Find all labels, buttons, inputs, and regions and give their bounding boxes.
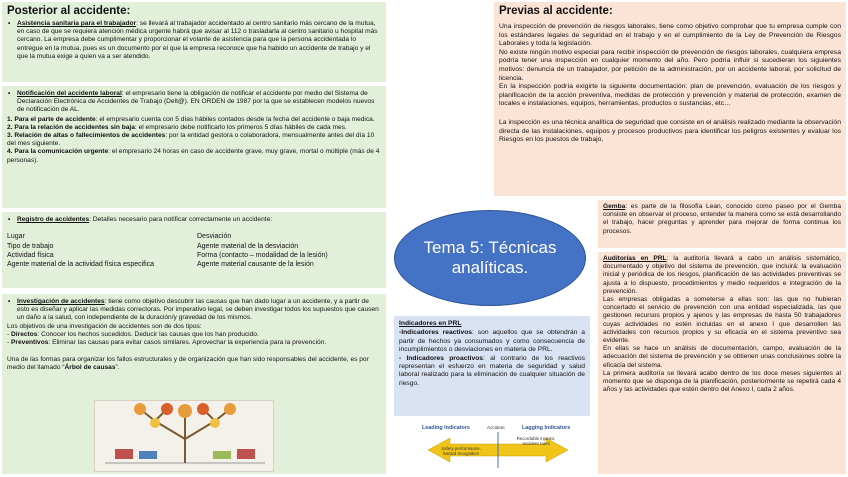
gemba-box (598, 200, 846, 248)
gemba-paragraph (603, 203, 841, 236)
asistencia-item (7, 20, 381, 61)
step-label: Para la relación de accidentes sin baja (14, 123, 135, 131)
step-num: 2. (7, 123, 15, 131)
notificacion-text: : el empresario tiene la obligación de notificar el accidente por medio del Sistema de Declaración Electrónica de Accidentes de Trabajo (Delt@). EN ORDEN de 1987 por la que se establecen modelos nuevos de notificación de AL. (17, 90, 375, 114)
registro-list (7, 216, 381, 224)
reactivos-text: : son aquellos que se obtendrán a partir de hechos ya consumados y como consecuencia de incumplimientos o desviaciones en materia de PRL. (399, 329, 585, 354)
arbol-paragraph (7, 356, 381, 372)
registro-box (2, 212, 386, 288)
gemba-label: Gemba (603, 203, 626, 210)
step-num: 1. (7, 115, 15, 123)
investigacion-list (7, 298, 381, 323)
step-label: Para el parte de accidente (14, 115, 96, 123)
asistencia-label: Asistencia sanitaria para el trabajador (17, 20, 137, 27)
previas-p3: En la inspección podría exigirte la siguiente documentación: plan de prevención, evaluación de los riesgos y planificación de la acción preventiva, medidas de protección y prevención y material de protección, examen de locales e instalaciones, equipos, herramientas, productos o sustancias, etc… (499, 83, 841, 108)
registro-cell: Forma (contacto – modalidad de la lesión) (197, 252, 328, 260)
arbol-label: Árbol de causas (64, 364, 116, 372)
indicadores-body (399, 320, 585, 388)
investigacion-box (2, 294, 386, 474)
asistencia-text: : se llevará al trabajador accidentado al centro sanitario más cercano de la mutua, en caso de que se requiera atención médica urgente habrá que avisar al 112 o trasladarla al centro sanitario u hospital más cercano. La empresa debe cumplimentar y proporcionar el volante de asistencia para que la persona accidentada lo entregue en la mutua, pues es un documento por el que la empresa reconoce que ha habido un accidente de trabajo y el que la mutua exige a quien va a ser atendido. (17, 20, 378, 60)
registro-col-2 (197, 232, 381, 270)
indicadores-title: Indicadores en PRL (399, 320, 462, 327)
investigacion-text: : tiene como objetivo descubrir las causas que han dado lugar a un accidente, y a partir de esto es diseñar y aplicar las medidas correctoras. Por imperativo legal, se deben investigar todos los supuestos que causen un daño a la salud, con independiente de la duración/y gravedad de los mismos. (17, 298, 379, 322)
auditorias-p1 (603, 255, 841, 296)
investigacion-item (7, 298, 381, 323)
registro-cell: Tipo de trabajo (7, 242, 54, 250)
lagging-label: Lagging Indicators (522, 425, 571, 431)
preventivos-label: Preventivos (11, 339, 49, 347)
previas-title: Previas al accidente: (499, 5, 613, 17)
notificacion-item (7, 90, 381, 115)
reactivos-item (399, 329, 585, 354)
reactivos-label: -Indicadores reactivos (399, 329, 473, 337)
registro-cell: Actividad física (7, 252, 54, 260)
registro-text: : Detalles necesario para notificar correctamente un accidente: (89, 216, 273, 223)
indicators-image (410, 424, 586, 474)
leading-label: Leading Indicators (422, 425, 470, 431)
auditorias-box (598, 252, 846, 474)
notificacion-list (7, 90, 381, 115)
auditorias-p1-text: : la auditoría llevará a cabo un análisis sistemático, documentado y objetivo del sistema de prevención, que incluirá: la evaluación inicial y periódica de los riesgos, planificación de las actividades preventivas se ajusta a lo dispuesto, procedimientos y medio requeridos e integración de la prevención. (603, 255, 841, 295)
registro-cell: Desviación (197, 233, 232, 241)
directos-label: Directos (11, 330, 38, 338)
lagging-sub: Recordable injuries, accident rates (516, 436, 556, 446)
arbol-end: ”. (115, 364, 120, 372)
investigacion-label: Investigación de accidentes (17, 298, 105, 305)
leading-lagging-arrow-icon (410, 424, 586, 474)
registro-label: Registro de accidentes (17, 216, 90, 223)
proactivos-item (399, 355, 585, 389)
leading-sub: Safety performance, hazard recognition (441, 446, 481, 456)
previas-box (494, 2, 846, 196)
registro-table (7, 232, 381, 270)
indicadores-box (394, 316, 590, 416)
posterior-asistencia-box (2, 2, 386, 82)
center-topic-ellipse (394, 210, 586, 306)
auditorias-p3: En ellas se hace un análisis de documentación, campo, evaluación de la adecuación del sistema de prevención y se obtienen unas conclusiones sobre la eficacia del sistema. (603, 345, 841, 369)
registro-item (7, 216, 381, 224)
objetivos-text: Los objetivos de una investigación de accidentes son de dos tipos: (7, 322, 202, 330)
step-num: 4. (7, 148, 15, 156)
auditorias-p2: Las empresas obligadas a someterse a ellas son: las que no hubieran concertado el servicio de prevención con una entidad especializada, las que gestionen recursos propios y ajenos y las empresas de hasta 50 trabajadores cuyas actividades no estén incluidas en el anexo I que desarrollen las actividades con recursos propios y su eficacia en el sistema preventivo sea evidente. (603, 296, 841, 345)
auditorias-label: Auditorías en PRL (603, 255, 667, 262)
previas-body (499, 23, 841, 145)
notificacion-label: Notificación del accidente laboral (17, 90, 122, 97)
registro-cell: Lugar (7, 233, 25, 241)
step-num: 3. (7, 132, 15, 140)
step-text: : el empresario 24 horas en caso de accidente grave, muy grave, mortal o múltiple (más de 4 personas). (7, 148, 380, 164)
arbol-text: Una de las formas para organizar los fallos estructurales y de organización que han sido responsables del accidente, es por medio del llamado “ (7, 356, 369, 372)
tree-diagram-icon (95, 401, 275, 473)
proactivos-text: : al contrario de los reactivos representan el esfuerzo en materia de seguridad y salud laboral realizado para la eliminación de cualquier situación de riesgo. (399, 354, 585, 387)
step-text: : por la entidad gestora o colaboradora, mensualmente antes del día 10 del mes siguiente. (7, 132, 375, 148)
notificacion-items (7, 116, 381, 165)
preventivos-item: - Preventivos: Eliminar las causas para evitar casos similares. Aprovechar la experiencia para la prevención. (7, 339, 327, 347)
investigacion-body (7, 323, 381, 373)
previas-p1: Una inspección de prevención de riesgos laborales, tiene como objetivo comprobar que tu empresa cumple con los estándares legales de seguridad en el trabajo y en el cumplimiento de la Ley de Prevención de Riesgos Laborales y toda la legislación. (499, 23, 841, 48)
arbol-de-causas-image (94, 400, 274, 472)
step-text: : el empresario debe notificarlo los primeros 5 días hábiles de cada mes. (134, 123, 347, 131)
registro-cell: Agente material causante de la lesión (197, 261, 314, 269)
center-title: Tema 5: Técnicas analíticas. (423, 238, 557, 277)
accident-label: Accident (487, 425, 505, 430)
asistencia-list (7, 20, 381, 61)
previas-p4: La inspección es una técnica analítica de seguridad que consiste en el análisis realizado mediante la observación directa de las instalaciones, equipos y procesos productivos para identificar los peligros existentes y evaluar los Riesgos en los puestos de trabajo, (499, 118, 841, 144)
registro-col-1 (7, 232, 191, 270)
proactivos-label: - Indicadores proactivos (399, 354, 484, 362)
notificacion-step (7, 124, 381, 132)
notificacion-step (7, 148, 381, 164)
gemba-text: : es parte de la filosofía Lean, conocido como paseo por el Gemba consiste en observar el proceso, entender la manera como se está desarrollando el trabajo, hacer preguntas y aprender para mejorar de forma continua los procesos. (603, 203, 841, 235)
step-text: : el empresario cuenta con 5 días hábiles contados desde la fecha del accidente o baja medica. (95, 115, 375, 123)
step-label: Para la comunicación urgente (14, 148, 109, 156)
previas-p2: No existe ningún motivo especial para recibir inspección de prevención de riesgos laborales, cualquiera empresa podría tener una inspección en cualquier momento del año. Pero podría influir si sucedieran los siguientes motivos: denuncia de un trabajador, por petición de la administración, por un accidente laboral, por solicitud de licencia. (499, 48, 841, 82)
notificacion-step (7, 132, 381, 148)
preventivos-text: : Eliminar las causas para evitar casos similares. Aprovechar la experiencia para la prevención. (48, 339, 327, 347)
auditorias-p4: La primera auditoría se llevará acabo dentro de los doce meses siguientes al momento que se disponga de la planificación, posteriormente se repetirá cada 4 años y las actividades que estén dentro del Anexo I, cada 2 años. (603, 369, 841, 394)
step-label: Relación de altas o fallecimientos de accidentes (14, 132, 166, 140)
notificacion-step (7, 116, 381, 124)
registro-cell: Agente material de la desviación (197, 242, 299, 250)
directos-item: - Directos: Conocer los hechos sucedidos. Deducir las causas que los han producido. (7, 330, 259, 338)
notificacion-box (2, 86, 386, 208)
auditorias-body (603, 255, 841, 394)
registro-cell: Agente material de la actividad física especifica (7, 261, 155, 269)
directos-text: : Conocer los hechos sucedidos. Deducir las causas que los han producido. (37, 330, 259, 338)
posterior-title: Posterior al accidente: (7, 5, 131, 17)
